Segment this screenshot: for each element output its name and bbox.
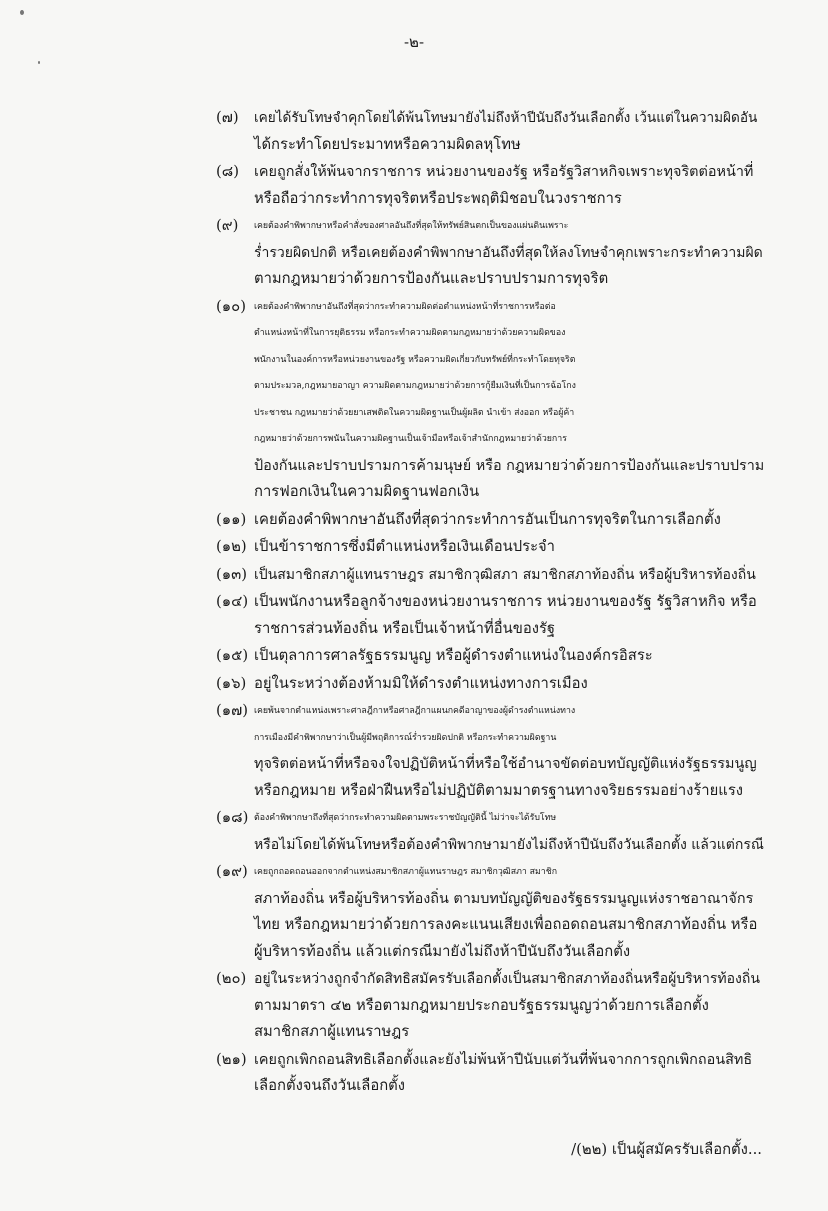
- list-item: [216, 534, 764, 561]
- item-text: [254, 643, 764, 670]
- list-item: [216, 213, 764, 293]
- item-text-line: อยู่ในระหว่างต้องห้ามมิให้ดำรงตำแหน่งทางการเมือง: [254, 674, 588, 692]
- item-text: [254, 1047, 764, 1100]
- item-text-line: เลือกตั้งจนถึงวันเลือกตั้ง: [254, 1077, 406, 1094]
- item-text: [254, 105, 764, 158]
- item-number: (๑๔): [216, 593, 249, 610]
- list-item: [216, 1047, 764, 1100]
- item-text-line: ผู้บริหารท้องถิ่น แล้วแต่กรณีมายังไม่ถึงห้าปีนับถึงวันเลือกตั้ง: [254, 942, 631, 960]
- item-text-line: เคยพ้นจากตำแหน่งเพราะศาลฎีกาหรือศาลฎีกาแผนกคดีอาญาของผู้ดำรงตำแหน่งทาง: [254, 706, 576, 716]
- page-number: -๒-: [403, 33, 425, 51]
- item-text-line: ทุจริตต่อหน้าที่หรือจงใจปฏิบัติหน้าที่หรือใช้อำนาจขัดต่อบทบัญญัติแห่งรัฐธรรมนูญ: [254, 756, 757, 772]
- item-text-line: เป็นสมาชิกสภาผู้แทนราษฎร สมาชิกวุฒิสภา สมาชิกสภาท้องถิ่น หรือผู้บริหารท้องถิ่น: [254, 566, 756, 583]
- item-text-line: เคยถูกสั่งให้พ้นจากราชการ หน่วยงานของรัฐ หรือรัฐวิสาหกิจเพราะทุจริตต่อหน้าที่: [254, 164, 754, 180]
- item-number: (๑๒): [216, 538, 247, 555]
- item-number: (๘): [216, 163, 239, 180]
- list-item: [216, 562, 764, 589]
- item-text-line: เคยถูกเพิกถอนสิทธิเลือกตั้งและยังไม่พ้นห้าปีนับแต่วันที่พ้นจากการถูกเพิกถอนสิทธิ: [254, 1051, 753, 1068]
- list-item: [216, 966, 764, 1046]
- item-text-line: ราชการส่วนท้องถิ่น หรือเป็นเจ้าหน้าที่อื่นของรัฐ: [254, 619, 556, 637]
- item-text-line: อยู่ในระหว่างถูกจำกัดสิทธิสมัครรับเลือกตั้งเป็นสมาชิกสภาท้องถิ่นหรือผู้บริหารท้องถิ่น: [254, 971, 760, 987]
- item-text-line: หรือกฎหมาย หรือฝ่าฝืนหรือไม่ปฏิบัติตามมาตรฐานทางจริยธรรมอย่างร้ายแรง: [254, 781, 743, 799]
- list-item: [216, 507, 764, 534]
- item-number: (๙): [216, 217, 239, 234]
- item-text: [254, 534, 764, 561]
- item-text-line: เคยได้รับโทษจำคุกโดยได้พ้นโทษมายังไม่ถึงห้าปีนับถึงวันเลือกตั้ง เว้นแต่ในความผิดอัน: [254, 110, 758, 126]
- item-text: [254, 589, 764, 642]
- item-text-line: สมาชิกสภาผู้แทนราษฎร: [254, 1023, 410, 1040]
- item-text-line: เคยต้องคำพิพากษาอันถึงที่สุดว่ากระทำความผิดต่อตำแหน่งหน้าที่ราชการหรือต่อ: [254, 301, 556, 312]
- list-item: [216, 805, 764, 858]
- item-text-line: หรือถือว่ากระทำการทุจริตหรือประพฤติมิชอบในวงราชการ: [254, 189, 622, 207]
- item-text: [254, 805, 764, 858]
- item-number: (๑๗): [216, 702, 249, 719]
- list-item: [216, 294, 764, 506]
- item-text-line: เป็นพนักงานหรือลูกจ้างของหน่วยงานราชการ หน่วยงานของรัฐ รัฐวิสาหกิจ หรือ: [254, 593, 757, 610]
- item-text-line: ประชาชน กฎหมายว่าด้วยยาเสพติดในความผิดฐานเป็นผู้ผลิต นำเข้า ส่งออก หรือผู้ค้า: [254, 407, 575, 418]
- item-number: (๗): [216, 109, 239, 126]
- item-text: [254, 213, 764, 293]
- item-text-line: พนักงานในองค์การหรือหน่วยงานของรัฐ หรือความผิดเกี่ยวกับทรัพย์ที่กระทำโดยทุจริต: [254, 354, 576, 365]
- item-number: (๑๓): [216, 565, 248, 583]
- item-text-line: ไทย หรือกฎหมายว่าด้วยการลงคะแนนเสียงเพื่อถอดถอนสมาชิกสภาท้องถิ่น หรือ: [254, 916, 758, 933]
- item-number: (๑๘): [216, 809, 249, 826]
- item-number: (๑๙): [216, 863, 248, 880]
- condition-list: [216, 105, 764, 1101]
- item-number: (๑๖): [216, 674, 247, 692]
- item-number: (๑๑): [216, 510, 247, 528]
- item-text: [254, 562, 764, 589]
- list-item: [216, 698, 764, 804]
- list-item: [216, 671, 764, 698]
- scan-speck: [38, 61, 40, 64]
- list-item: [216, 159, 764, 212]
- item-text-line: หรือไม่โดยได้พ้นโทษหรือต้องคำพิพากษามายังไม่ถึงห้าปีนับถึงวันเลือกตั้ง แล้วแต่กรณี: [254, 836, 764, 853]
- item-text-line: เคยต้องคำพิพากษาอันถึงที่สุดว่ากระทำการอันเป็นการทุจริตในการเลือกตั้ง: [254, 510, 721, 528]
- list-item: [216, 105, 764, 158]
- list-item: [216, 859, 764, 965]
- item-text: [254, 698, 764, 804]
- item-text-line: เคยถูกถอดถอนออกจากตำแหน่งสมาชิกสภาผู้แทนราษฎร สมาชิกวุฒิสภา สมาชิก: [254, 867, 558, 877]
- item-text: [254, 966, 764, 1046]
- item-text-line: ป้องกันและปราบปรามการค้ามนุษย์ หรือ กฎหมายว่าด้วยการป้องกันและปราบปราม: [254, 457, 765, 474]
- item-text: [254, 294, 764, 506]
- item-text-line: ตามกฎหมายว่าด้วยการป้องกันและปราบปรามการทุจริต: [254, 270, 609, 287]
- item-text-line: การเมืองมีคำพิพากษาว่าเป็นผู้มีพฤติการณ์ร่ำรวยผิดปกติ หรือกระทำความผิดฐาน: [254, 732, 557, 743]
- item-text-line: เป็นข้าราชการซึ่งมีตำแหน่งหรือเงินเดือนประจำ: [254, 538, 555, 555]
- item-text: [254, 507, 764, 534]
- item-number: (๑๐): [216, 297, 246, 315]
- scan-speck: [20, 10, 24, 15]
- item-text-line: ตามมาตรา ๔๒ หรือตามกฎหมายประกอบรัฐธรรมนูญว่าด้วยการเลือกตั้ง: [254, 996, 709, 1014]
- item-text-line: ร่ำรวยผิดปกติ หรือเคยต้องคำพิพากษาอันถึงที่สุดให้ลงโทษจำคุกเพราะกระทำความผิด: [254, 244, 763, 261]
- item-text-line: ตำแหน่งหน้าที่ในการยุติธรรม หรือกระทำความผิดตามกฎหมายว่าด้วยความผิดของ: [254, 328, 566, 338]
- item-text: [254, 671, 764, 698]
- item-text-line: ต้องคำพิพากษาถึงที่สุดว่ากระทำความผิดตามพระราชบัญญัตินี้ ไม่ว่าจะได้รับโทษ: [254, 813, 557, 823]
- item-text-line: ได้กระทำโดยประมาทหรือความผิดลหุโทษ: [254, 135, 521, 153]
- item-number: (๑๕): [216, 647, 249, 664]
- item-text-line: ตามประมวล,กฎหมายอาญา ความผิดตามกฎหมายว่าด้วยการกู้ยืมเงินที่เป็นการฉ้อโกง: [254, 381, 576, 391]
- item-text-line: สภาท้องถิ่น หรือผู้บริหารท้องถิ่น ตามบทบัญญัติของรัฐธรรมนูญแห่งราชอาณาจักร: [254, 890, 754, 907]
- item-text-line: เคยต้องคำพิพากษาหรือคำสั่งของศาลอันถึงที่สุดให้ทรัพย์สินตกเป็นของแผ่นดินเพราะ: [254, 221, 569, 231]
- item-number: (๒๑): [216, 1050, 247, 1068]
- item-number: (๒๐): [216, 970, 247, 987]
- continuation-note: /(๒๒) เป็นผู้สมัครรับเลือกตั้ง...: [571, 1141, 762, 1158]
- item-text: [254, 159, 764, 212]
- list-item: [216, 589, 764, 642]
- item-text: [254, 859, 764, 965]
- item-text-line: การฟอกเงินในความผิดฐานฟอกเงิน: [254, 483, 480, 500]
- list-item: [216, 643, 764, 670]
- item-text-line: เป็นตุลาการศาลรัฐธรรมนูญ หรือผู้ดำรงตำแหน่งในองค์กรอิสระ: [254, 647, 653, 664]
- item-text-line: กฎหมายว่าด้วยการพนันในความผิดฐานเป็นเจ้ามือหรือเจ้าสำนักกฎหมายว่าด้วยการ: [254, 434, 567, 444]
